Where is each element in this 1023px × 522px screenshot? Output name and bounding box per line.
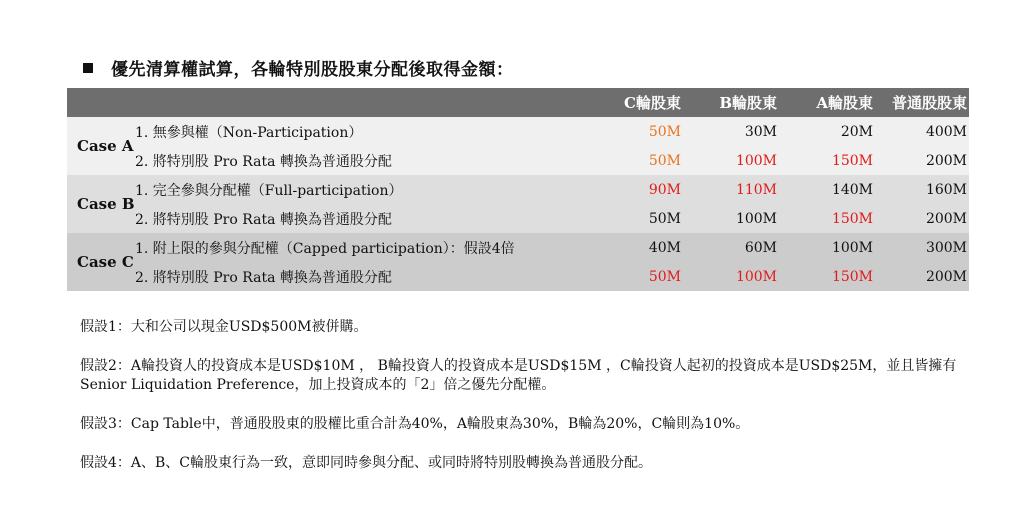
case-label: Case A: [67, 117, 135, 175]
header-blank: [135, 88, 587, 117]
header-a-round: A輪股東: [779, 88, 875, 117]
row-description: 2. 將特別股 Pro Rata 轉換為普通股分配: [135, 262, 587, 291]
header-common: 普通股股東: [875, 88, 969, 117]
square-bullet-icon: [83, 63, 93, 73]
value-cell: 50M: [587, 262, 683, 291]
row-description: 1. 無參與權（Non-Participation）: [135, 117, 587, 146]
value-cell: 30M: [683, 117, 779, 146]
row-description: 2. 將特別股 Pro Rata 轉換為普通股分配: [135, 204, 587, 233]
value-cell: 150M: [779, 262, 875, 291]
value-cell: 110M: [683, 175, 779, 204]
value-cell: 140M: [779, 175, 875, 204]
assumption-1: 假設1：大和公司以現金USD$500M被併購。: [80, 319, 368, 335]
header-c-round: C輪股東: [587, 88, 683, 117]
assumption-2: 假設2：A輪投資人的投資成本是USD$10M ， B輪投資人的投資成本是USD$15M ，C輪投資人起初的投資成本是USD$25M，並且皆擁有Senior Liquidation Preference，加上投資成本的「2」倍之優先分配權。: [80, 358, 957, 393]
assumptions: [80, 318, 960, 493]
value-cell: 40M: [587, 233, 683, 262]
value-cell: 20M: [779, 117, 875, 146]
value-cell: 50M: [587, 117, 683, 146]
table-header-row: [67, 88, 969, 117]
assumption-3: 假設3：Cap Table中，普通股股東的股權比重合計為40%，A輪股東為30%，B輪為20%，C輪則為10%。: [80, 416, 750, 432]
value-cell: 100M: [683, 204, 779, 233]
case-label: Case C: [67, 233, 135, 291]
row-description: 1. 完全參與分配權（Full-participation）: [135, 175, 587, 204]
value-cell: 150M: [779, 146, 875, 175]
section-heading-text: 優先清算權試算，各輪特別股股東分配後取得金額：: [111, 60, 514, 80]
value-cell: 300M: [875, 233, 969, 262]
liquidation-table: [67, 88, 969, 291]
value-cell: 100M: [779, 233, 875, 262]
row-description: 1. 附上限的參與分配權（Capped participation）：假設4倍: [135, 233, 587, 262]
case-label: Case B: [67, 175, 135, 233]
value-cell: 50M: [587, 146, 683, 175]
value-cell: 150M: [779, 204, 875, 233]
value-cell: 400M: [875, 117, 969, 146]
value-cell: 100M: [683, 262, 779, 291]
value-cell: 90M: [587, 175, 683, 204]
header-blank: [67, 88, 135, 117]
value-cell: 200M: [875, 146, 969, 175]
value-cell: 200M: [875, 262, 969, 291]
value-cell: 160M: [875, 175, 969, 204]
header-b-round: B輪股東: [683, 88, 779, 117]
table-row: [67, 175, 969, 204]
value-cell: 100M: [683, 146, 779, 175]
value-cell: 200M: [875, 204, 969, 233]
table-row: [67, 117, 969, 146]
table-row: [67, 204, 969, 233]
value-cell: 60M: [683, 233, 779, 262]
row-description: 2. 將特別股 Pro Rata 轉換為普通股分配: [135, 146, 587, 175]
value-cell: 50M: [587, 204, 683, 233]
table-row: [67, 146, 969, 175]
table-row: [67, 262, 969, 291]
table-row: [67, 233, 969, 262]
assumption-4: 假設4：A、B、C輪股東行為一致，意即同時參與分配、或同時將特別股轉換為普通股分配。: [80, 455, 653, 471]
section-heading: [83, 55, 514, 80]
